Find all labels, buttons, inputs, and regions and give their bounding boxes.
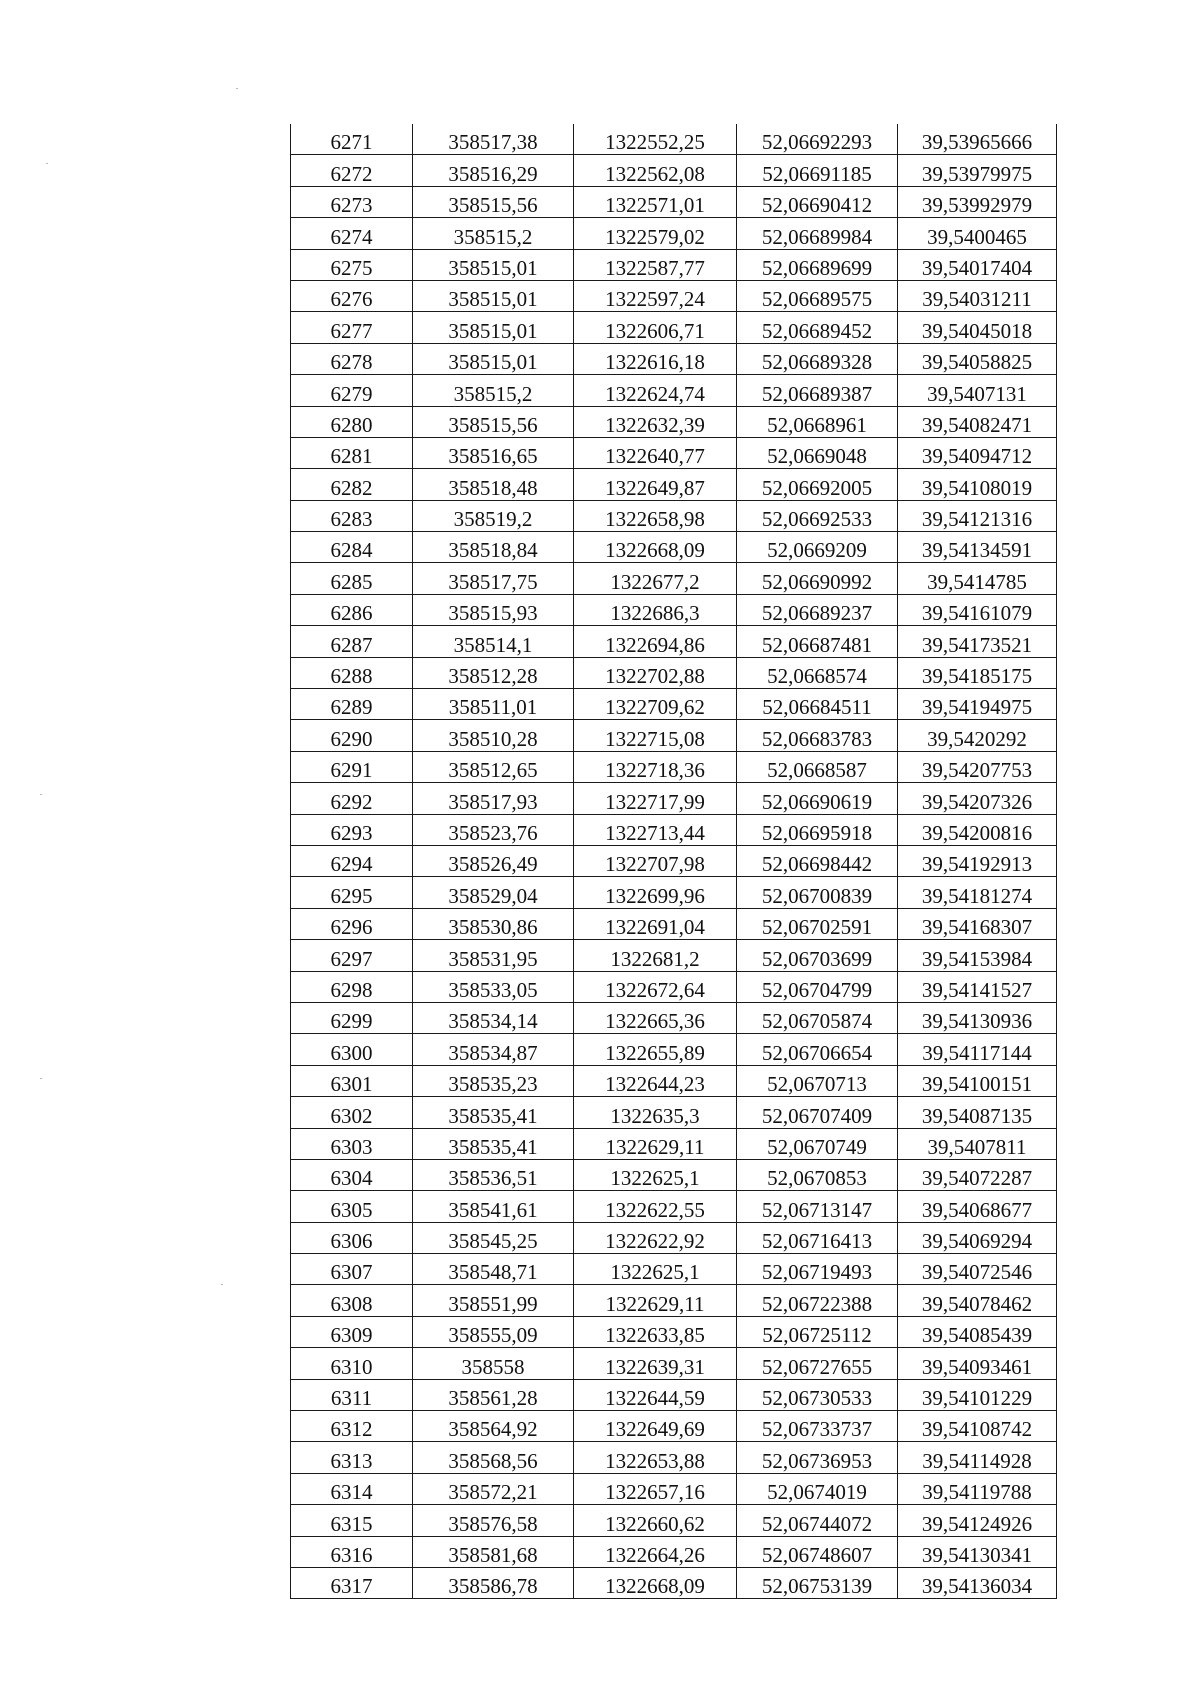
- y-coordinate-cell: 1322552,25: [574, 124, 737, 155]
- x-coordinate-cell: 358517,93: [413, 783, 574, 814]
- x-coordinate-cell: 358514,1: [413, 626, 574, 657]
- latitude-cell: 52,06736953: [737, 1442, 898, 1473]
- longitude-cell: 39,54124926: [898, 1505, 1057, 1536]
- y-coordinate-cell: 1322717,99: [574, 783, 737, 814]
- y-coordinate-cell: 1322715,08: [574, 720, 737, 751]
- latitude-cell: 52,06730533: [737, 1379, 898, 1410]
- point-number-cell: 6286: [291, 594, 413, 625]
- y-coordinate-cell: 1322633,85: [574, 1316, 737, 1347]
- latitude-cell: 52,06753139: [737, 1567, 898, 1598]
- longitude-cell: 39,54207326: [898, 783, 1057, 814]
- x-coordinate-cell: 358536,51: [413, 1159, 574, 1190]
- table-row: [291, 343, 1057, 374]
- y-coordinate-cell: 1322691,04: [574, 908, 737, 939]
- point-number-cell: 6306: [291, 1222, 413, 1253]
- longitude-cell: 39,54117144: [898, 1034, 1057, 1065]
- point-number-cell: 6287: [291, 626, 413, 657]
- y-coordinate-cell: 1322640,77: [574, 437, 737, 468]
- y-coordinate-cell: 1322686,3: [574, 594, 737, 625]
- latitude-cell: 52,0669209: [737, 532, 898, 563]
- x-coordinate-cell: 358517,38: [413, 124, 574, 155]
- table-row: [291, 1442, 1057, 1473]
- longitude-cell: 39,54192913: [898, 845, 1057, 876]
- point-number-cell: 6279: [291, 375, 413, 406]
- longitude-cell: 39,54087135: [898, 1097, 1057, 1128]
- point-number-cell: 6277: [291, 312, 413, 343]
- y-coordinate-cell: 1322649,69: [574, 1411, 737, 1442]
- x-coordinate-cell: 358511,01: [413, 689, 574, 720]
- y-coordinate-cell: 1322657,16: [574, 1473, 737, 1504]
- y-coordinate-cell: 1322629,11: [574, 1128, 737, 1159]
- point-number-cell: 6311: [291, 1379, 413, 1410]
- coordinates-table-body: [291, 124, 1057, 1599]
- latitude-cell: 52,06690619: [737, 783, 898, 814]
- x-coordinate-cell: 358518,48: [413, 469, 574, 500]
- table-row: [291, 908, 1057, 939]
- point-number-cell: 6278: [291, 343, 413, 374]
- latitude-cell: 52,0668587: [737, 751, 898, 782]
- point-number-cell: 6301: [291, 1065, 413, 1096]
- point-number-cell: 6285: [291, 563, 413, 594]
- table-row: [291, 1034, 1057, 1065]
- table-row: [291, 1128, 1057, 1159]
- point-number-cell: 6308: [291, 1285, 413, 1316]
- point-number-cell: 6289: [291, 689, 413, 720]
- latitude-cell: 52,06707409: [737, 1097, 898, 1128]
- y-coordinate-cell: 1322665,36: [574, 1002, 737, 1033]
- longitude-cell: 39,54108019: [898, 469, 1057, 500]
- table-row: [291, 1002, 1057, 1033]
- point-number-cell: 6282: [291, 469, 413, 500]
- longitude-cell: 39,54194975: [898, 689, 1057, 720]
- y-coordinate-cell: 1322649,87: [574, 469, 737, 500]
- x-coordinate-cell: 358555,09: [413, 1316, 574, 1347]
- x-coordinate-cell: 358512,28: [413, 657, 574, 688]
- longitude-cell: 39,54072546: [898, 1254, 1057, 1285]
- latitude-cell: 52,06689452: [737, 312, 898, 343]
- x-coordinate-cell: 358558: [413, 1348, 574, 1379]
- longitude-cell: 39,54161079: [898, 594, 1057, 625]
- y-coordinate-cell: 1322635,3: [574, 1097, 737, 1128]
- point-number-cell: 6313: [291, 1442, 413, 1473]
- point-number-cell: 6273: [291, 186, 413, 217]
- longitude-cell: 39,54173521: [898, 626, 1057, 657]
- x-coordinate-cell: 358518,84: [413, 532, 574, 563]
- x-coordinate-cell: 358515,93: [413, 594, 574, 625]
- longitude-cell: 39,53992979: [898, 186, 1057, 217]
- x-coordinate-cell: 358519,2: [413, 500, 574, 531]
- y-coordinate-cell: 1322718,36: [574, 751, 737, 782]
- longitude-cell: 39,53979975: [898, 155, 1057, 186]
- latitude-cell: 52,06733737: [737, 1411, 898, 1442]
- table-row: [291, 877, 1057, 908]
- table-row: [291, 469, 1057, 500]
- y-coordinate-cell: 1322664,26: [574, 1536, 737, 1567]
- y-coordinate-cell: 1322632,39: [574, 406, 737, 437]
- table-row: [291, 532, 1057, 563]
- x-coordinate-cell: 358535,41: [413, 1097, 574, 1128]
- latitude-cell: 52,0668961: [737, 406, 898, 437]
- point-number-cell: 6304: [291, 1159, 413, 1190]
- point-number-cell: 6293: [291, 814, 413, 845]
- longitude-cell: 39,54100151: [898, 1065, 1057, 1096]
- x-coordinate-cell: 358561,28: [413, 1379, 574, 1410]
- point-number-cell: 6307: [291, 1254, 413, 1285]
- scan-speck: [46, 163, 48, 164]
- latitude-cell: 52,06689328: [737, 343, 898, 374]
- point-number-cell: 6299: [291, 1002, 413, 1033]
- table-row: [291, 751, 1057, 782]
- point-number-cell: 6281: [291, 437, 413, 468]
- scan-speck: [40, 794, 42, 795]
- latitude-cell: 52,06716413: [737, 1222, 898, 1253]
- point-number-cell: 6284: [291, 532, 413, 563]
- longitude-cell: 39,54130341: [898, 1536, 1057, 1567]
- latitude-cell: 52,06704799: [737, 971, 898, 1002]
- y-coordinate-cell: 1322616,18: [574, 343, 737, 374]
- x-coordinate-cell: 358534,14: [413, 1002, 574, 1033]
- point-number-cell: 6271: [291, 124, 413, 155]
- table-row: [291, 1316, 1057, 1347]
- x-coordinate-cell: 358529,04: [413, 877, 574, 908]
- latitude-cell: 52,06687481: [737, 626, 898, 657]
- x-coordinate-cell: 358551,99: [413, 1285, 574, 1316]
- table-row: [291, 218, 1057, 249]
- point-number-cell: 6291: [291, 751, 413, 782]
- longitude-cell: 39,54114928: [898, 1442, 1057, 1473]
- table-row: [291, 280, 1057, 311]
- x-coordinate-cell: 358531,95: [413, 940, 574, 971]
- longitude-cell: 39,54141527: [898, 971, 1057, 1002]
- x-coordinate-cell: 358510,28: [413, 720, 574, 751]
- y-coordinate-cell: 1322562,08: [574, 155, 737, 186]
- longitude-cell: 39,54121316: [898, 500, 1057, 531]
- y-coordinate-cell: 1322625,1: [574, 1254, 737, 1285]
- x-coordinate-cell: 358517,75: [413, 563, 574, 594]
- table-row: [291, 1065, 1057, 1096]
- x-coordinate-cell: 358515,01: [413, 280, 574, 311]
- point-number-cell: 6294: [291, 845, 413, 876]
- y-coordinate-cell: 1322655,89: [574, 1034, 737, 1065]
- y-coordinate-cell: 1322653,88: [574, 1442, 737, 1473]
- table-row: [291, 249, 1057, 280]
- longitude-cell: 39,54134591: [898, 532, 1057, 563]
- longitude-cell: 39,54031211: [898, 280, 1057, 311]
- table-row: [291, 500, 1057, 531]
- point-number-cell: 6297: [291, 940, 413, 971]
- x-coordinate-cell: 358534,87: [413, 1034, 574, 1065]
- x-coordinate-cell: 358568,56: [413, 1442, 574, 1473]
- point-number-cell: 6302: [291, 1097, 413, 1128]
- longitude-cell: 39,54185175: [898, 657, 1057, 688]
- longitude-cell: 39,54082471: [898, 406, 1057, 437]
- table-row: [291, 720, 1057, 751]
- x-coordinate-cell: 358515,2: [413, 375, 574, 406]
- point-number-cell: 6290: [291, 720, 413, 751]
- point-number-cell: 6317: [291, 1567, 413, 1598]
- y-coordinate-cell: 1322625,1: [574, 1159, 737, 1190]
- point-number-cell: 6288: [291, 657, 413, 688]
- latitude-cell: 52,06695918: [737, 814, 898, 845]
- latitude-cell: 52,0670713: [737, 1065, 898, 1096]
- x-coordinate-cell: 358533,05: [413, 971, 574, 1002]
- table-row: [291, 689, 1057, 720]
- x-coordinate-cell: 358516,29: [413, 155, 574, 186]
- scan-speck: [221, 1284, 223, 1285]
- table-row: [291, 1097, 1057, 1128]
- latitude-cell: 52,06698442: [737, 845, 898, 876]
- longitude-cell: 39,54101229: [898, 1379, 1057, 1410]
- latitude-cell: 52,0668574: [737, 657, 898, 688]
- longitude-cell: 39,54094712: [898, 437, 1057, 468]
- latitude-cell: 52,06719493: [737, 1254, 898, 1285]
- latitude-cell: 52,06725112: [737, 1316, 898, 1347]
- y-coordinate-cell: 1322660,62: [574, 1505, 737, 1536]
- latitude-cell: 52,06689699: [737, 249, 898, 280]
- longitude-cell: 39,54072287: [898, 1159, 1057, 1190]
- x-coordinate-cell: 358586,78: [413, 1567, 574, 1598]
- x-coordinate-cell: 358530,86: [413, 908, 574, 939]
- point-number-cell: 6303: [291, 1128, 413, 1159]
- point-number-cell: 6298: [291, 971, 413, 1002]
- y-coordinate-cell: 1322624,74: [574, 375, 737, 406]
- point-number-cell: 6314: [291, 1473, 413, 1504]
- point-number-cell: 6305: [291, 1191, 413, 1222]
- table-row: [291, 1159, 1057, 1190]
- x-coordinate-cell: 358535,41: [413, 1128, 574, 1159]
- table-row: [291, 1285, 1057, 1316]
- latitude-cell: 52,06690992: [737, 563, 898, 594]
- x-coordinate-cell: 358523,76: [413, 814, 574, 845]
- table-row: [291, 1567, 1057, 1598]
- y-coordinate-cell: 1322639,31: [574, 1348, 737, 1379]
- y-coordinate-cell: 1322629,11: [574, 1285, 737, 1316]
- y-coordinate-cell: 1322668,09: [574, 1567, 737, 1598]
- latitude-cell: 52,06690412: [737, 186, 898, 217]
- table-row: [291, 1411, 1057, 1442]
- y-coordinate-cell: 1322571,01: [574, 186, 737, 217]
- latitude-cell: 52,0670853: [737, 1159, 898, 1190]
- point-number-cell: 6274: [291, 218, 413, 249]
- y-coordinate-cell: 1322622,55: [574, 1191, 737, 1222]
- x-coordinate-cell: 358576,58: [413, 1505, 574, 1536]
- latitude-cell: 52,06692293: [737, 124, 898, 155]
- x-coordinate-cell: 358515,56: [413, 406, 574, 437]
- y-coordinate-cell: 1322658,98: [574, 500, 737, 531]
- longitude-cell: 39,54119788: [898, 1473, 1057, 1504]
- point-number-cell: 6292: [291, 783, 413, 814]
- longitude-cell: 39,54058825: [898, 343, 1057, 374]
- y-coordinate-cell: 1322702,88: [574, 657, 737, 688]
- longitude-cell: 39,5400465: [898, 218, 1057, 249]
- y-coordinate-cell: 1322644,23: [574, 1065, 737, 1096]
- latitude-cell: 52,06692005: [737, 469, 898, 500]
- longitude-cell: 39,54200816: [898, 814, 1057, 845]
- longitude-cell: 39,5420292: [898, 720, 1057, 751]
- point-number-cell: 6310: [291, 1348, 413, 1379]
- longitude-cell: 39,54130936: [898, 1002, 1057, 1033]
- table-row: [291, 563, 1057, 594]
- longitude-cell: 39,5414785: [898, 563, 1057, 594]
- y-coordinate-cell: 1322606,71: [574, 312, 737, 343]
- table-row: [291, 626, 1057, 657]
- y-coordinate-cell: 1322672,64: [574, 971, 737, 1002]
- x-coordinate-cell: 358515,01: [413, 343, 574, 374]
- table-row: [291, 437, 1057, 468]
- point-number-cell: 6295: [291, 877, 413, 908]
- table-row: [291, 657, 1057, 688]
- x-coordinate-cell: 358535,23: [413, 1065, 574, 1096]
- x-coordinate-cell: 358516,65: [413, 437, 574, 468]
- point-number-cell: 6272: [291, 155, 413, 186]
- latitude-cell: 52,06689387: [737, 375, 898, 406]
- table-row: [291, 940, 1057, 971]
- table-row: [291, 845, 1057, 876]
- table-row: [291, 1473, 1057, 1504]
- scan-speck: [236, 88, 238, 89]
- x-coordinate-cell: 358564,92: [413, 1411, 574, 1442]
- point-number-cell: 6315: [291, 1505, 413, 1536]
- latitude-cell: 52,06727655: [737, 1348, 898, 1379]
- latitude-cell: 52,06703699: [737, 940, 898, 971]
- x-coordinate-cell: 358515,01: [413, 312, 574, 343]
- longitude-cell: 39,54093461: [898, 1348, 1057, 1379]
- table-row: [291, 375, 1057, 406]
- latitude-cell: 52,06689984: [737, 218, 898, 249]
- scan-speck: [40, 1078, 42, 1079]
- table-row: [291, 1379, 1057, 1410]
- y-coordinate-cell: 1322622,92: [574, 1222, 737, 1253]
- point-number-cell: 6309: [291, 1316, 413, 1347]
- table-row: [291, 1348, 1057, 1379]
- y-coordinate-cell: 1322579,02: [574, 218, 737, 249]
- y-coordinate-cell: 1322681,2: [574, 940, 737, 971]
- y-coordinate-cell: 1322587,77: [574, 249, 737, 280]
- latitude-cell: 52,06683783: [737, 720, 898, 751]
- coordinates-table: [290, 124, 1057, 1599]
- latitude-cell: 52,06689575: [737, 280, 898, 311]
- point-number-cell: 6280: [291, 406, 413, 437]
- longitude-cell: 39,54017404: [898, 249, 1057, 280]
- latitude-cell: 52,06744072: [737, 1505, 898, 1536]
- latitude-cell: 52,0670749: [737, 1128, 898, 1159]
- table-row: [291, 594, 1057, 625]
- table-row: [291, 1254, 1057, 1285]
- latitude-cell: 52,06702591: [737, 908, 898, 939]
- latitude-cell: 52,06706654: [737, 1034, 898, 1065]
- table-row: [291, 186, 1057, 217]
- latitude-cell: 52,06684511: [737, 689, 898, 720]
- longitude-cell: 39,54136034: [898, 1567, 1057, 1598]
- x-coordinate-cell: 358512,65: [413, 751, 574, 782]
- table-row: [291, 124, 1057, 155]
- y-coordinate-cell: 1322713,44: [574, 814, 737, 845]
- table-row: [291, 814, 1057, 845]
- table-row: [291, 1191, 1057, 1222]
- y-coordinate-cell: 1322597,24: [574, 280, 737, 311]
- table-row: [291, 971, 1057, 1002]
- x-coordinate-cell: 358572,21: [413, 1473, 574, 1504]
- x-coordinate-cell: 358515,56: [413, 186, 574, 217]
- table-row: [291, 312, 1057, 343]
- latitude-cell: 52,06689237: [737, 594, 898, 625]
- latitude-cell: 52,06713147: [737, 1191, 898, 1222]
- longitude-cell: 39,54078462: [898, 1285, 1057, 1316]
- longitude-cell: 39,54069294: [898, 1222, 1057, 1253]
- x-coordinate-cell: 358526,49: [413, 845, 574, 876]
- table-row: [291, 406, 1057, 437]
- point-number-cell: 6296: [291, 908, 413, 939]
- latitude-cell: 52,06722388: [737, 1285, 898, 1316]
- point-number-cell: 6283: [291, 500, 413, 531]
- latitude-cell: 52,0669048: [737, 437, 898, 468]
- table-row: [291, 1536, 1057, 1567]
- latitude-cell: 52,06748607: [737, 1536, 898, 1567]
- table-row: [291, 155, 1057, 186]
- point-number-cell: 6275: [291, 249, 413, 280]
- point-number-cell: 6316: [291, 1536, 413, 1567]
- x-coordinate-cell: 358548,71: [413, 1254, 574, 1285]
- longitude-cell: 39,54068677: [898, 1191, 1057, 1222]
- x-coordinate-cell: 358541,61: [413, 1191, 574, 1222]
- longitude-cell: 39,5407811: [898, 1128, 1057, 1159]
- latitude-cell: 52,06691185: [737, 155, 898, 186]
- longitude-cell: 39,54181274: [898, 877, 1057, 908]
- latitude-cell: 52,06705874: [737, 1002, 898, 1033]
- y-coordinate-cell: 1322707,98: [574, 845, 737, 876]
- longitude-cell: 39,54085439: [898, 1316, 1057, 1347]
- table-row: [291, 1505, 1057, 1536]
- y-coordinate-cell: 1322644,59: [574, 1379, 737, 1410]
- y-coordinate-cell: 1322699,96: [574, 877, 737, 908]
- table-row: [291, 1222, 1057, 1253]
- point-number-cell: 6276: [291, 280, 413, 311]
- longitude-cell: 39,54108742: [898, 1411, 1057, 1442]
- x-coordinate-cell: 358581,68: [413, 1536, 574, 1567]
- y-coordinate-cell: 1322709,62: [574, 689, 737, 720]
- longitude-cell: 39,54153984: [898, 940, 1057, 971]
- y-coordinate-cell: 1322668,09: [574, 532, 737, 563]
- longitude-cell: 39,54045018: [898, 312, 1057, 343]
- point-number-cell: 6312: [291, 1411, 413, 1442]
- longitude-cell: 39,54207753: [898, 751, 1057, 782]
- x-coordinate-cell: 358515,01: [413, 249, 574, 280]
- y-coordinate-cell: 1322694,86: [574, 626, 737, 657]
- longitude-cell: 39,54168307: [898, 908, 1057, 939]
- longitude-cell: 39,5407131: [898, 375, 1057, 406]
- x-coordinate-cell: 358545,25: [413, 1222, 574, 1253]
- latitude-cell: 52,06700839: [737, 877, 898, 908]
- table-row: [291, 783, 1057, 814]
- y-coordinate-cell: 1322677,2: [574, 563, 737, 594]
- latitude-cell: 52,06692533: [737, 500, 898, 531]
- longitude-cell: 39,53965666: [898, 124, 1057, 155]
- point-number-cell: 6300: [291, 1034, 413, 1065]
- x-coordinate-cell: 358515,2: [413, 218, 574, 249]
- latitude-cell: 52,0674019: [737, 1473, 898, 1504]
